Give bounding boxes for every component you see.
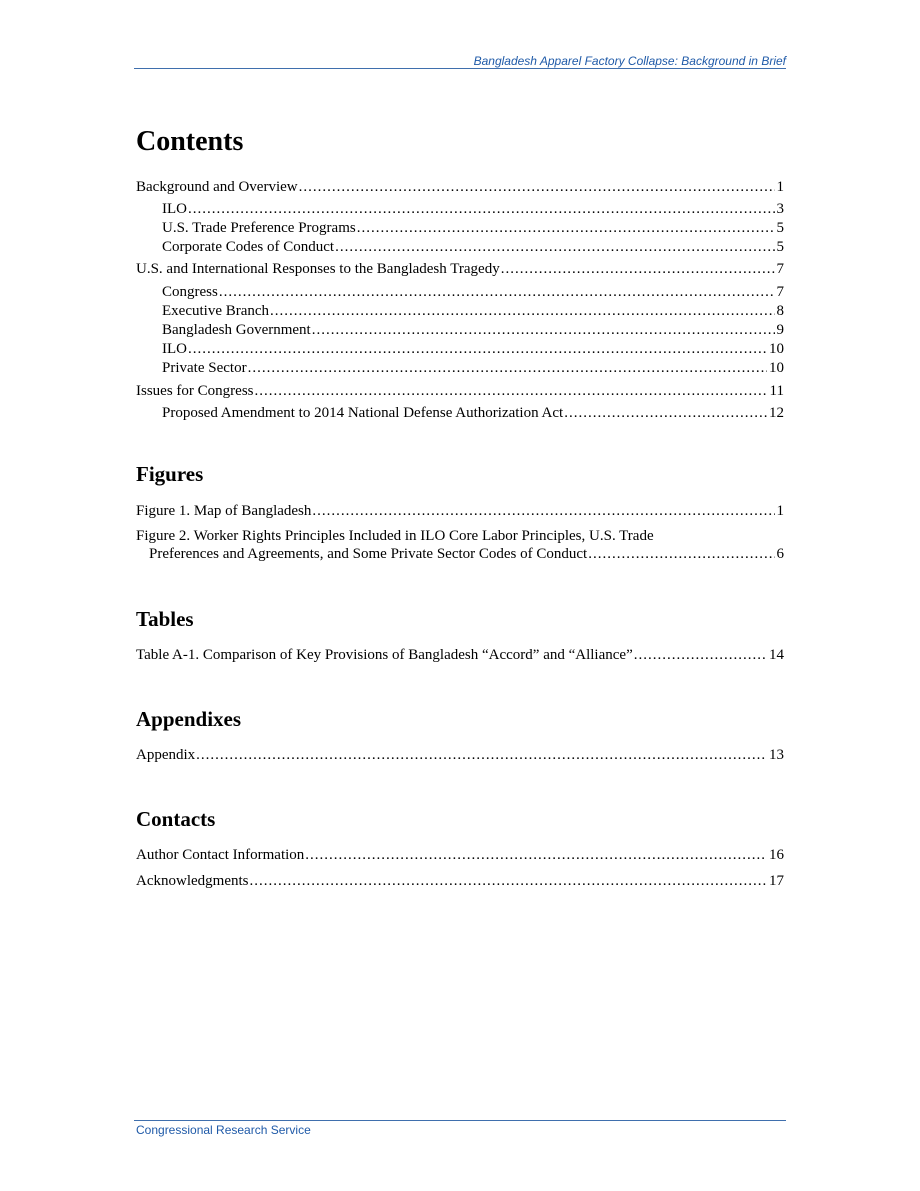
contacts-heading: Contacts [136,807,216,831]
toc-entry-issues-for-congress[interactable]: Issues for Congress ..... 11 [136,382,784,400]
tables-heading: Tables [136,607,194,631]
toc-entry-bangladesh-government[interactable]: Bangladesh Government ..... 9 [162,321,784,339]
toc-entry-ilo-2[interactable]: ILO ..... 10 [162,340,784,358]
toc-entry-us-trade-preference-programs[interactable]: U.S. Trade Preference Programs ..... 5 [162,219,784,237]
toc-entry-acknowledgments[interactable]: Acknowledgments ..... 17 [136,872,784,890]
toc-entry-background-and-overview[interactable]: Background and Overview ..... 1 [136,178,784,196]
toc-entry-table-a1[interactable]: Table A-1. Comparison of Key Provisions of Bangladesh “Accord” and “Alliance” ..... 14 [136,646,784,664]
toc-entry-figure-2[interactable]: Figure 2. Worker Rights Principles Included in ILO Core Labor Principles, U.S. Trade Preferences and Agreements, and Some Private Sector Codes of Conduct ..... 6 [136,527,784,563]
running-header: Bangladesh Apparel Factory Collapse: Background in Brief [473,54,786,68]
toc-entry-executive-branch[interactable]: Executive Branch ..... 8 [162,302,784,320]
toc-entry-proposed-amendment-ndaa[interactable]: Proposed Amendment to 2014 National Defense Authorization Act ..... 12 [162,404,784,422]
toc-entry-author-contact-information[interactable]: Author Contact Information ..... 16 [136,846,784,864]
toc-entry-appendix[interactable]: Appendix ..... 13 [136,746,784,764]
toc-entry-figure-1[interactable]: Figure 1. Map of Bangladesh ..... 1 [136,502,784,520]
toc-entry-congress[interactable]: Congress ..... 7 [162,283,784,301]
toc-entry-private-sector[interactable]: Private Sector ..... 10 [162,359,784,377]
footer-org: Congressional Research Service [136,1123,311,1137]
toc-entry-ilo[interactable]: ILO ..... 3 [162,200,784,218]
figures-heading: Figures [136,462,204,486]
appendixes-heading: Appendixes [136,707,242,731]
header-rule [134,68,786,69]
toc-entry-us-international-responses[interactable]: U.S. and International Responses to the Bangladesh Tragedy ..... 7 [136,260,784,278]
contents-heading: Contents [136,126,244,157]
footer-rule [134,1120,786,1121]
toc-entry-corporate-codes-of-conduct[interactable]: Corporate Codes of Conduct ..... 5 [162,238,784,256]
